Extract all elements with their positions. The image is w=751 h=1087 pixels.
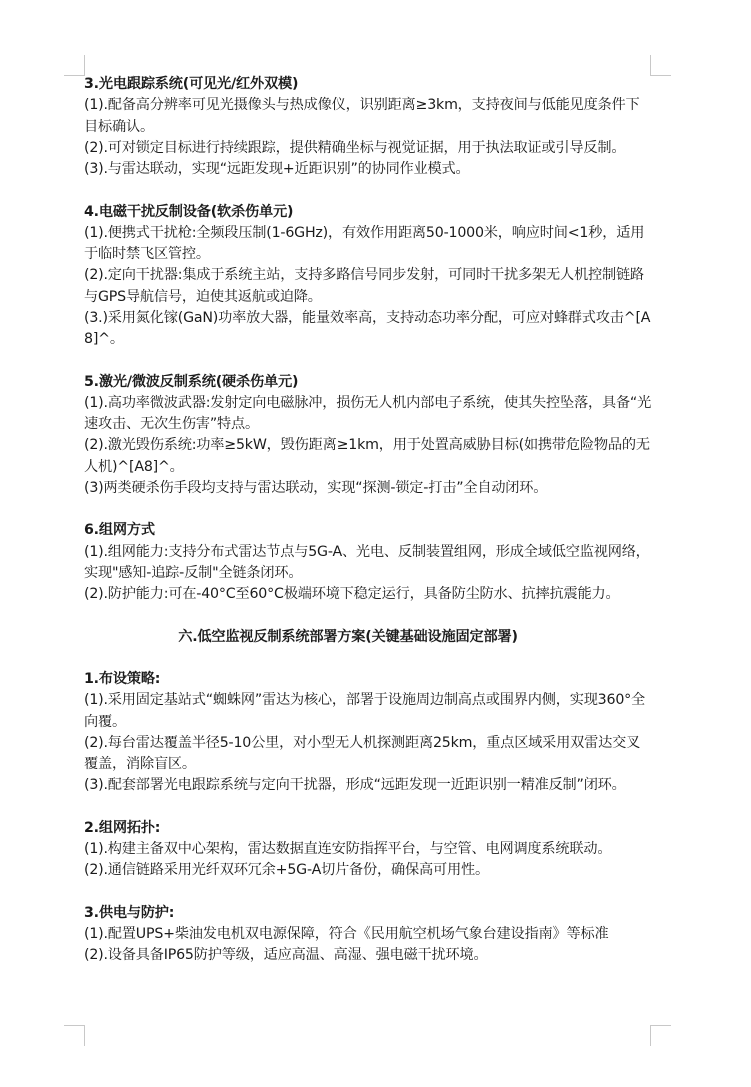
page-corner-mark-top-right [650,55,671,76]
section-networking [84,520,652,605]
page-corner-mark-top-left [64,55,85,76]
list-item: (3).与雷达联动，实现“远距发现+近距识别”的协同作业模式。 [84,161,470,177]
document-body [84,74,652,967]
list-item: (1).配置UPS+柴油发电机双电源保障，符合《民用航空机场气象台建设指南》等标准 [84,926,609,942]
list-item: (2).可对锁定目标进行持续跟踪，提供精确坐标与视觉证据，用于执法取证或引导反制。 [84,139,626,156]
list-item: (2).激光毁伤系统:功率≥5kW，毁伤距离≥1km，用于处置高威胁目标(如携带危险物品的无人机)^[A8]^。 [84,437,650,475]
section-deployment-strategy [84,669,652,797]
list-item: (1).便携式干扰枪:全频段压制(1-6GHz)，有效作用距离50-1000米，响应时间<1秒，适用于临时禁飞区管控。 [84,224,645,262]
list-item: (2).通信链路采用光纤双环冗余+5G-A切片备份，确保高可用性。 [84,862,489,879]
section-heading: 5.激光/微波反制系统(硬杀伤单元) [84,373,299,390]
list-item: (2).每台雷达覆盖半径5-10公里，对小型无人机探测距离25km，重点区域采用双雷达交叉覆盖，消除盲区。 [84,734,641,772]
section-heading: 4.电磁干扰反制设备(软杀伤单元) [84,203,294,220]
section-optoelectronic-tracking [84,74,652,180]
section-network-topology [84,818,652,882]
list-item: (3).配套部署光电跟踪系统与定向干扰器，形成“远距发现一近距识别一精准反制”闭环。 [84,777,626,794]
list-item: (3.)采用氮化镓(GaN)功率放大器，能量效率高，支持动态功率分配，可应对蜂群式攻击^[A8]^。 [84,309,651,347]
list-item: (3)两类硬杀伤手段均支持与雷达联动，实现“探测-锁定-打击”全自动闭环。 [84,479,548,496]
section-heading: 2.组网拓扑: [84,819,161,836]
list-item: (2).防护能力:可在-40°C至60°C极端环境下稳定运行，具备防尘防水、抗摔抗震能力。 [84,586,620,602]
list-item: (2).定向干扰器:集成于系统主站，支持多路信号同步发射，可同时干扰多架无人机控制链路与GPS导航信号，迫使其返航或迫降。 [84,267,644,305]
page-corner-mark-bottom-right [650,1025,671,1046]
page-corner-mark-bottom-left [64,1025,85,1046]
section-heading: 1.布设策略: [84,671,161,687]
section-laser-microwave [84,372,652,500]
section-power-protection [84,903,652,967]
section-electromagnetic-jamming [84,202,652,351]
list-item: (1).组网能力:支持分布式雷达节点与5G-A、光电、反制装置组网，形成全域低空监视网络，实现"感知-追踪-反制"全链条闭环。 [84,543,650,581]
list-item: (2).设备具备IP65防护等级，适应高温、高湿、强电磁干扰环境。 [84,947,488,964]
section-heading: 3.供电与防护: [84,904,175,921]
list-item: (1).构建主备双中心架构，雷达数据直连安防指挥平台，与空管、电网调度系统联动。 [84,841,612,857]
list-item: (1).采用固定基站式“蜘蛛网”雷达为核心，部署于设施周边制高点或围界内侧，实现360°全向覆。 [84,692,646,730]
section-heading: 6.组网方式 [84,522,155,539]
list-item: (1).配备高分辨率可见光摄像头与热成像仪，识别距离≥3km，支持夜间与低能见度条件下目标确认。 [84,97,640,135]
section-heading: 3.光电跟踪系统(可见光/红外双模) [84,76,299,92]
list-item: (1).高功率微波武器:发射定向电磁脉冲，损伤无人机内部电子系统，使其失控坠落，具备“光速攻击、无次生伤害”特点。 [84,394,652,432]
chapter-title: 六.低空监视反制系统部署方案(关键基础设施固定部署) [178,628,518,645]
